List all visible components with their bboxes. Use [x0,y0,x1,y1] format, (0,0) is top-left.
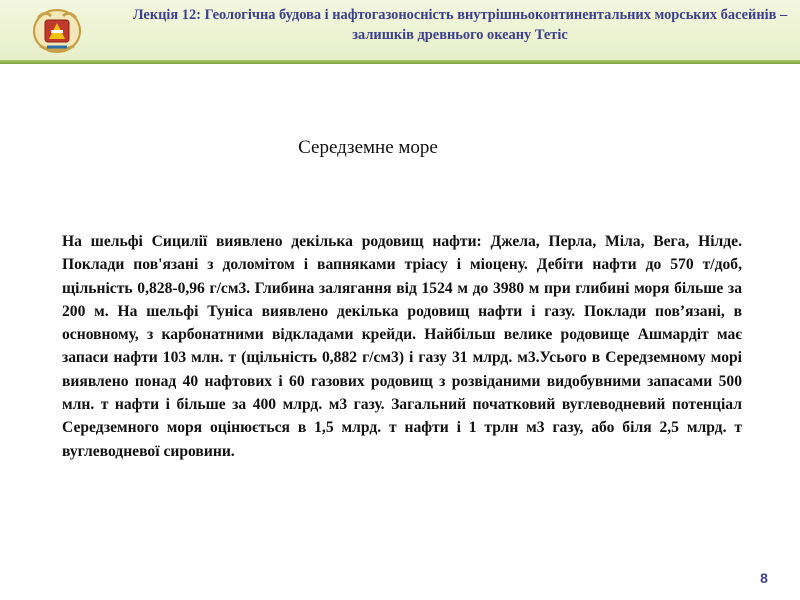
slide-title: Середземне море [298,137,438,158]
lecture-title: Лекція 12: Геологічна будова і нафтогазоносність внутрішньоконтинентальних морських басейнів – залишків древнього океану Тетіс [132,7,788,43]
header-divider [0,60,800,64]
page-number: 8 [760,570,768,586]
slide-body-paragraph: На шельфі Сицилії виявлено декілька родовищ нафти: Джела, Перла, Міла, Вега, Нілде. Поклади пов'язані з доломітом і вапняками тріасу і міоцену. Дебіти нафти до 570 т/доб, щільність 0,828-0,96 г/см3. Глибина залягання від 1524 м до 3980 м при глибині моря більше за 200 м. На шельфі Туніса виявлено декілька родовищ нафти і газу. Поклади пов’язані, в основному, з карбонатними відкладами крейди. Найбільш велике родовище Ашмардіт має запаси нафти 103 млн. т (щільність 0,882 г/см3) і газу 31 млрд. м3.Усього в Середземному морі виявлено понад 40 нафтових і 60 газових родовищ з розвіданими видобувними запасами 500 млн. т нафти і більше за 400 млрд. м3 газу. Загальний початковий вуглеводневий потенціал Середземного моря оцінюється в 1,5 млрд. т нафти і 1 трлн м3 газу, або біля 2,5 млрд. т вуглеводневої сировини. [62,233,742,460]
university-crest-icon [32,6,82,54]
slide-header [0,0,800,60]
